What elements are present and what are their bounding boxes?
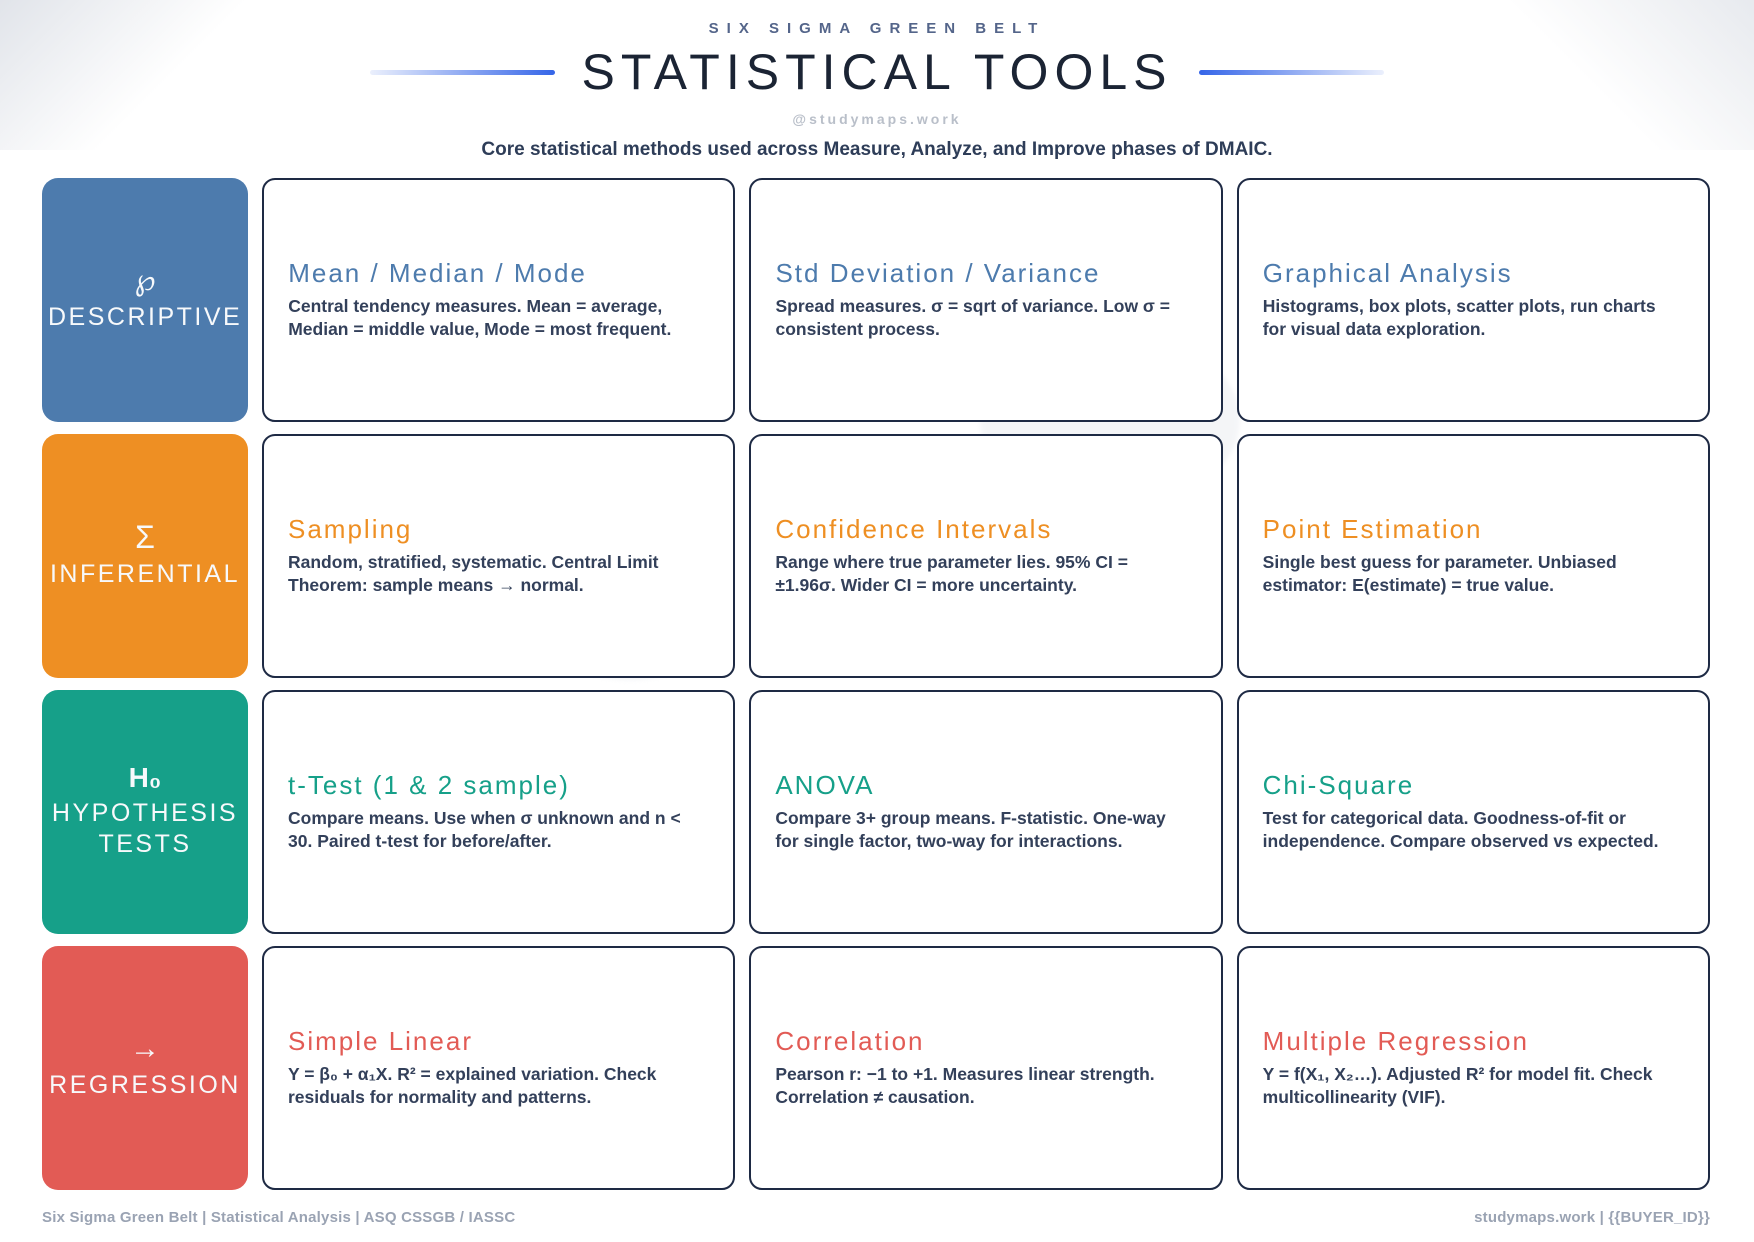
card-chi-square xyxy=(1237,690,1710,934)
card-correlation xyxy=(749,946,1222,1190)
sigma-icon: Σ xyxy=(135,519,155,556)
card-title: Std Deviation / Variance xyxy=(775,257,1101,288)
arrow-icon: → xyxy=(130,1032,160,1066)
card-title: Confidence Intervals xyxy=(775,513,1053,544)
card-title: Sampling xyxy=(288,513,413,544)
card-title: Mean / Median / Mode xyxy=(288,257,587,288)
card-body: Histograms, box plots, scatter plots, run charts for visual data exploration. xyxy=(1262,295,1656,339)
card-title: Graphical Analysis xyxy=(1262,257,1513,288)
card-point-estimation xyxy=(1237,434,1710,678)
page-title: STATISTICAL TOOLS xyxy=(581,44,1173,100)
row-regression xyxy=(42,946,1710,1190)
row-label-text: DESCRIPTIVE xyxy=(48,303,243,332)
card-body: Random, stratified, systematic. Central Limit Theorem: sample means → normal. xyxy=(288,551,659,595)
row-label-hypothesis-tests xyxy=(42,690,248,934)
card-anova xyxy=(749,690,1222,934)
card-title: Correlation xyxy=(775,1025,925,1056)
card-t-test xyxy=(262,690,735,934)
row-label-descriptive xyxy=(42,178,248,422)
tools-grid xyxy=(42,178,1710,1190)
card-multiple-regression xyxy=(1237,946,1710,1190)
card-sampling xyxy=(262,434,735,678)
card-title: t-Test (1 & 2 sample) xyxy=(288,769,570,800)
title-accent-line-left xyxy=(370,70,555,75)
card-simple-linear xyxy=(262,946,735,1190)
card-graphical-analysis xyxy=(1237,178,1710,422)
footer-left-text: Six Sigma Green Belt | Statistical Analysis | ASQ CSSGB / IASSC xyxy=(42,1209,516,1226)
row-label-text: HYPOTHESIS TESTS xyxy=(51,798,239,858)
card-title: Chi-Square xyxy=(1262,769,1415,800)
row-descriptive xyxy=(42,178,1710,422)
card-body: Compare means. Use when σ unknown and n < 30. Paired t-test for before/after. xyxy=(288,807,681,851)
card-title: ANOVA xyxy=(775,769,875,800)
card-mean-median-mode xyxy=(262,178,735,422)
card-body: Test for categorical data. Goodness-of-fit or independence. Compare observed vs expected. xyxy=(1262,807,1659,851)
card-title: Point Estimation xyxy=(1262,513,1483,544)
card-title: Multiple Regression xyxy=(1262,1025,1529,1056)
card-body: Y = β₀ + α₁X. R² = explained variation. Check residuals for normality and patterns. xyxy=(288,1063,657,1107)
description: Core statistical methods used across Measure, Analyze, and Improve phases of DMAIC. xyxy=(481,139,1273,160)
row-label-inferential xyxy=(42,434,248,678)
row-inferential xyxy=(42,434,1710,678)
card-confidence-intervals xyxy=(749,434,1222,678)
script-p-icon: ℘ xyxy=(134,264,156,298)
card-body: Y = f(X₁, X₂…). Adjusted R² for model fit. Check multicollinearity (VIF). xyxy=(1262,1063,1653,1107)
row-label-text: INFERENTIAL xyxy=(49,560,241,589)
row-label-text: REGRESSION xyxy=(49,1071,241,1100)
card-title: Simple Linear xyxy=(288,1025,473,1056)
title-accent-line-right xyxy=(1199,70,1384,75)
card-body: Spread measures. σ = sqrt of variance. Low σ = consistent process. xyxy=(775,295,1170,339)
author-handle: @studymaps.work xyxy=(792,111,962,127)
card-body: Single best guess for parameter. Unbiased estimator: E(estimate) = true value. xyxy=(1262,551,1617,595)
header xyxy=(0,0,1754,161)
footer-right-text: studymaps.work | {{BUYER_ID}} xyxy=(1474,1209,1710,1226)
card-std-deviation-variance xyxy=(749,178,1222,422)
card-body: Pearson r: −1 to +1. Measures linear strength. Correlation ≠ causation. xyxy=(775,1063,1155,1107)
row-label-regression xyxy=(42,946,248,1190)
eyebrow: SIX SIGMA GREEN BELT xyxy=(708,20,1046,37)
card-body: Central tendency measures. Mean = average, Median = middle value, Mode = most frequent. xyxy=(288,295,672,339)
footer xyxy=(42,1209,1710,1226)
card-body: Compare 3+ group means. F-statistic. One-way for single factor, two-way for interactions. xyxy=(775,807,1166,851)
title-row xyxy=(0,44,1754,100)
row-hypothesis-tests xyxy=(42,690,1710,934)
h0-icon: H₀ xyxy=(128,761,162,793)
card-body: Range where true parameter lies. 95% CI = ±1.96σ. Wider CI = more uncertainty. xyxy=(775,551,1128,595)
